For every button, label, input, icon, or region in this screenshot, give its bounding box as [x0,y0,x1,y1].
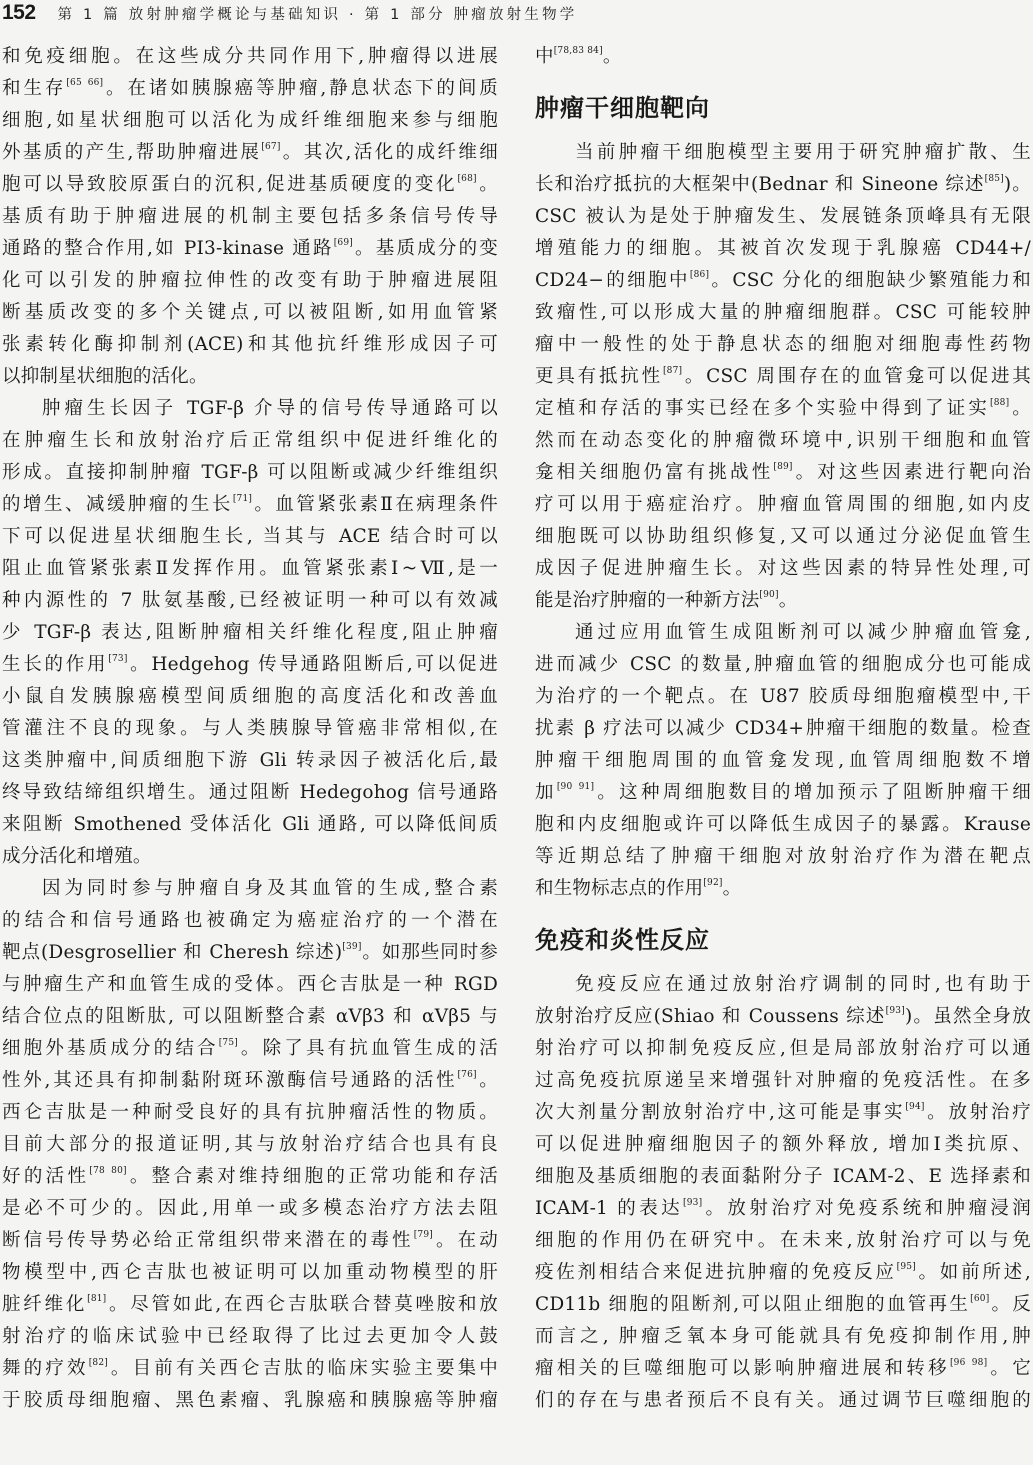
citation-ref: [73] [108,654,128,664]
text-line: 细胞的作用仍在研究中。在未来,放射治疗可以与免 [535,1230,1031,1251]
citation-ref: [85] [984,174,1004,184]
text-line: 细胞外基质成分的结合[75]。除了具有抗血管生成的活 [2,1038,498,1059]
text-line: 更具有抵抗性[87]。CSC 周围存在的血管龛可以促进其 [535,366,1032,387]
text-line: 于胶质母细胞瘤、黑色素瘤、乳腺癌和胰腺癌等肿瘤 [2,1390,498,1411]
text-line: 基质有助于肿瘤进展的机制主要包括多条信号传导 [2,206,498,227]
text-line: 是必不可少的。因此,用单一或多模态治疗方法去阻 [2,1198,498,1219]
citation-ref: [90 91] [556,782,595,792]
citation-ref: [76] [457,1070,477,1080]
text-line: 然而在动态变化的肿瘤微环境中,识别干细胞和血管 [535,430,1031,451]
text-line: 因为同时参与肿瘤自身及其血管的生成,整合素 [42,878,498,899]
text-line: 次大剂量分割放射治疗中,这可能是事实[94]。放射治疗 [535,1102,1031,1123]
citation-ref: [93] [683,1198,703,1208]
text-line: 和生物标志点的作用[92]。 [535,878,742,899]
section-body-immune-inflammatory-response [535,969,1031,1417]
text-line: 细胞,如星状细胞可以活化为成纤维细胞来参与细胞 [2,110,498,131]
citation-ref: [88] [990,398,1010,408]
text-line: 增殖能力的细胞。其被首次发现于乳腺癌 CD44+/ [535,238,1031,259]
section-body-cancer-stem-cell-targeting [535,137,1031,905]
text-line: 来阻断 Smothened 受体活化 Gli 通路, 可以降低间质 [2,814,498,835]
citation-ref: [68] [457,174,477,184]
text-line: 张素转化酶抑制剂(ACE)和其他抗纤维形成因子可 [2,334,498,355]
citation-ref: [82] [88,1358,108,1368]
text-line: 细胞既可以协助组织修复,又可以通过分泌促血管生 [535,526,1031,547]
text-line: 好的活性[78 80]。整合素对维持细胞的正常功能和存活 [2,1166,498,1187]
citation-ref: [87] [662,366,683,376]
text-line: 性外,其还具有抑制黏附斑环激酶信号通路的活性[76]。 [2,1070,498,1091]
text-line: 结合位点的阻断肽, 可以阻断整合素 αVβ3 和 αVβ5 与 [2,1006,498,1027]
text-line: 外基质的产生,帮助肿瘤进展[67]。其次,活化的成纤维细 [2,142,499,163]
citation-ref: [75] [218,1038,238,1048]
text-line: CD24−的细胞中[86]。CSC 分化的细胞缺少繁殖能力和 [535,270,1031,291]
text-line: 少 TGF-β 表达,阻断肿瘤相关纤维化程度,阻止肿瘤 [2,622,498,643]
section-heading-immune-inflammatory-response: 免疫和炎性反应 [535,926,710,954]
text-line: 疗可以用于癌症治疗。肿瘤血管周围的细胞,如内皮 [535,494,1031,515]
text-line: 细胞及基质细胞的表面黏附分子 ICAM-2、E 选择素和 [535,1166,1031,1187]
citation-ref: [67] [261,142,281,152]
text-line: 能是治疗肿瘤的一种新方法[90]。 [535,590,798,611]
text-line: CSC 被认为是处于肿瘤发生、发展链条顶峰具有无限 [535,206,1031,227]
text-line: 脏纤维化[81]。尽管如此,在西仑吉肽联合替莫唑胺和放 [2,1294,498,1315]
citation-ref: [96 98] [949,1358,988,1368]
text-line: 舞的疗效[82]。目前有关西仑吉肽的临床实验主要集中 [2,1358,498,1379]
text-line: 放射治疗反应(Shiao 和 Coussens 综述[93])。虽然全身放 [535,1006,1031,1027]
citation-ref: [90] [759,590,779,600]
text-line: 与肿瘤生产和血管生成的受体。西仑吉肽是一种 RGD [2,974,498,995]
text-line: 可以促进肿瘤细胞因子的额外释放, 增加Ⅰ类抗原、 [535,1134,1031,1155]
text-line: 胞和内皮细胞或许可以降低生成因子的暴露。Krause [535,814,1031,835]
text-line: 下可以促进星状细胞生长, 当其与 ACE 结合时可以 [2,526,498,547]
text-line: 化可以引发的肿瘤拉伸性的改变有助于肿瘤进展阻 [2,270,498,291]
text-line: 种内源性的 7 肽氨基酸,已经被证明一种可以有效减 [2,590,498,611]
left-column [2,41,498,1417]
continuation-line: 中[78,83 84]。 [535,46,622,67]
text-line: 致瘤性,可以形成大量的肿瘤细胞群。CSC 可能较肿 [535,302,1031,323]
text-line: 龛相关细胞仍富有挑战性[89]。对这些因素进行靶向治 [535,462,1031,483]
text-line: 形成。直接抑制肿瘤 TGF-β 可以阻断或减少纤维组织 [2,462,498,483]
text-line: 长和治疗抵抗的大框架中(Bednar 和 Sineone 综述[85])。 [535,174,1031,195]
page-header [0,0,1033,26]
citation-ref: [81] [87,1294,107,1304]
page-number: 152 [2,1,36,24]
citation-ref: [94] [905,1102,925,1112]
citation-ref: [65 66] [66,78,104,88]
text-line: 免疫反应在通过放射治疗调制的同时,也有助于 [575,974,1031,995]
text-line: 过高免疫抗原递呈来增强针对肿瘤的免疫活性。在多 [535,1070,1031,1091]
text-line: 终导致结缔组织增生。通过阻断 Hedegohog 信号通路 [2,782,498,803]
text-line: CD11b 细胞的阻断剂,可以阻止细胞的血管再生[60]。反 [535,1294,1032,1315]
text-line: 为治疗的一个靶点。在 U87 胶质母细胞瘤模型中,干 [535,686,1031,707]
text-line: 和生存[65 66]。在诸如胰腺癌等肿瘤,静息状态下的间质 [2,78,498,99]
text-line: 射治疗可以抑制免疫反应,但是局部放射治疗可以通 [535,1038,1031,1059]
text-line: 而言之, 肿瘤乏氧本身可能就具有免疫抑制作用,肿 [535,1326,1031,1347]
running-head: 第 1 篇 放射肿瘤学概论与基础知识 · 第 1 部分 肿瘤放射生物学 [57,6,578,23]
citation-ref: [60] [970,1294,990,1304]
text-line: ICAM-1 的表达[93]。放射治疗对免疫系统和肿瘤浸润 [535,1198,1031,1219]
text-line: 成因子促进肿瘤生长。对这些因素的特异性处理,可 [535,558,1031,579]
citation-ref: [71] [232,494,253,504]
citation-ref: [95] [896,1262,916,1272]
text-line: 成分活化和增殖。 [2,846,152,867]
citation-ref: [86] [689,270,710,280]
text-line: 疫佐剂相结合来促进抗肿瘤的免疫反应[95]。如前所述, [535,1262,1031,1283]
text-line: 管灌注不良的现象。与人类胰腺导管癌非常相似,在 [2,718,498,739]
text-line: 加[90 91]。这种周细胞数目的增加预示了阻断肿瘤干细 [535,782,1031,803]
text-line: 断信号传导势必给正常组织带来潜在的毒性[79]。在动 [2,1230,498,1251]
text-line: 的增生、减缓肿瘤的生长[71]。血管紧张素Ⅱ在病理条件 [2,494,498,515]
text-line: 靶点(Desgrosellier 和 Cheresh 综述)[39]。如那些同时参 [2,942,498,963]
right-column [535,41,1031,1417]
citation-ref: [79] [413,1230,433,1240]
text-line: 阻止血管紧张素Ⅱ发挥作用。血管紧张素Ⅰ~Ⅶ,是一 [2,558,498,579]
text-line: 进而减少 CSC 的数量,肿瘤血管的细胞成分也可能成 [535,654,1031,675]
text-line: 等近期总结了肿瘤干细胞对放射治疗作为潜在靶点 [535,846,1031,867]
text-line: 通过应用血管生成阻断剂可以减少肿瘤血管龛, [575,622,1031,643]
text-line: 扰素 β 疗法可以减少 CD34+肿瘤干细胞的数量。检查 [535,718,1031,739]
text-line: 定植和存活的事实已经在多个实验中得到了证实[88]。 [535,398,1031,419]
text-line: 和免疫细胞。在这些成分共同作用下,肿瘤得以进展 [2,46,498,67]
text-line: 射治疗的临床试验中已经取得了比过去更加令人鼓 [2,1326,498,1347]
citation-ref: [39] [342,942,362,952]
citation-ref: [69] [333,238,353,248]
text-line: 在肿瘤生长和放射治疗后正常组织中促进纤维化的 [2,430,498,451]
text-line: 肿瘤干细胞周围的血管龛发现,血管周细胞数不增 [535,750,1031,771]
text-line: 肿瘤生长因子 TGF-β 介导的信号传导通路可以 [42,398,498,419]
text-line: 胞可以导致胶原蛋白的沉积,促进基质硬度的变化[68]。 [2,174,498,195]
text-line: 小鼠自发胰腺癌模型间质细胞的高度活化和改善血 [2,686,498,707]
text-line: 西仑吉肽是一种耐受良好的具有抗肿瘤活性的物质。 [2,1102,498,1123]
citation-ref: [89] [773,462,793,472]
text-line: 以抑制星状细胞的活化。 [2,366,208,387]
text-line: 生长的作用[73]。Hedgehog 传导通路阻断后,可以促进 [2,654,498,675]
text-line: 的结合和信号通路也被确定为癌症治疗的一个潜在 [2,910,498,931]
citation-ref: [93] [885,1006,905,1016]
text-line: 瘤中一般性的处于静息状态的细胞对细胞毒性药物 [535,334,1031,355]
text-line: 瘤相关的巨噬细胞可以影响肿瘤进展和转移[96 98]。它 [535,1358,1031,1379]
text-line: 当前肿瘤干细胞模型主要用于研究肿瘤扩散、生 [575,142,1031,163]
citation-ref: [92] [703,878,723,888]
section-heading-cancer-stem-cell-targeting: 肿瘤干细胞靶向 [535,94,710,122]
text-line: 们的存在与患者预后不良有关。通过调节巨噬细胞的 [535,1390,1031,1411]
text-line: 目前大部分的报道证明,其与放射治疗结合也具有良 [2,1134,498,1155]
citation-ref: [78,83 84] [553,46,603,56]
text-line: 这类肿瘤中,间质细胞下游 Gli 转录因子被活化后,最 [2,750,498,771]
text-line: 断基质改变的多个关键点,可以被阻断,如用血管紧 [2,302,498,323]
text-line: 通路的整合作用,如 PI3-kinase 通路[69]。基质成分的变 [2,238,498,259]
citation-ref: [78 80] [89,1166,127,1176]
text-line: 物模型中,西仑吉肽也被证明可以加重动物模型的肝 [2,1262,498,1283]
